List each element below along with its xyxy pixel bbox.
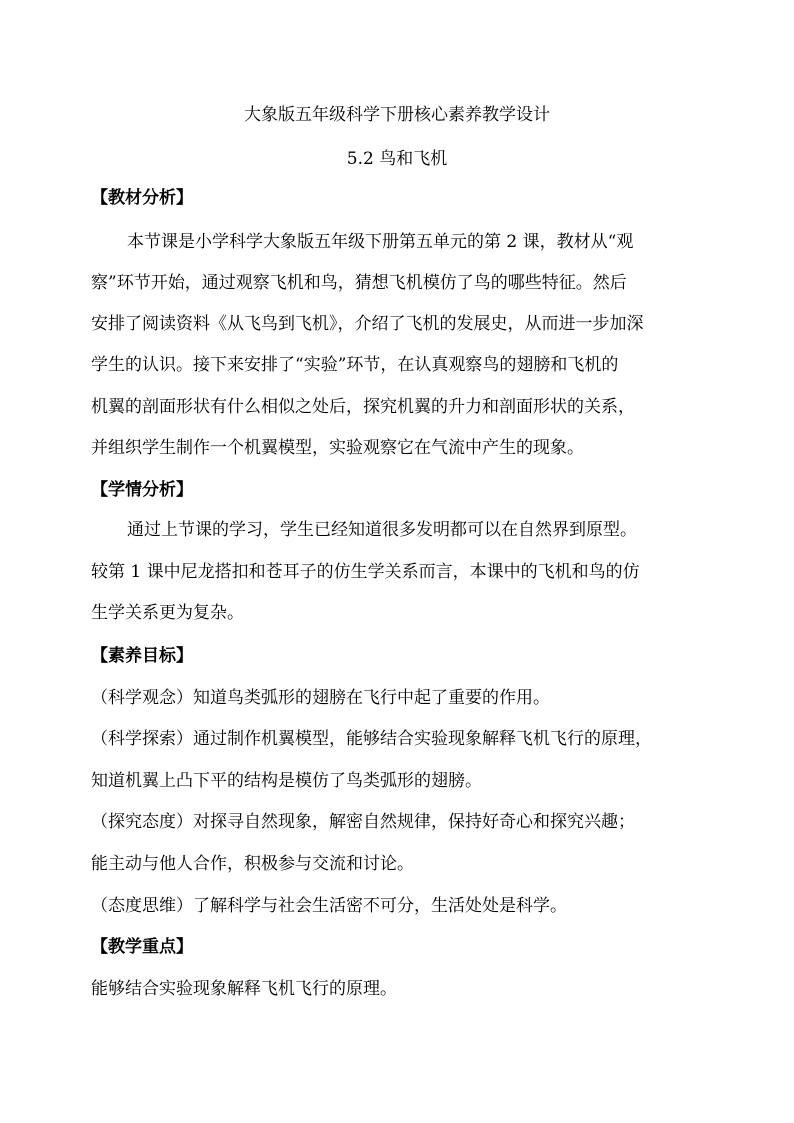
section-heading-textbook-analysis: 【教材分析】 — [91, 188, 193, 208]
paragraph-line: （科学观念）知道鸟类弧形的翅膀在飞行中起了重要的作用。 — [91, 688, 550, 708]
section-heading-literacy-goals: 【素养目标】 — [91, 646, 193, 666]
paragraph-line: （探究态度）对探寻自然现象，解密自然规律，保持好奇心和探究兴趣； — [91, 812, 635, 832]
paragraph-line: 并组织学生制作一个机翼模型，实验观察它在气流中产生的现象。 — [91, 438, 584, 458]
paragraph-line: 通过上节课的学习，学生已经知道很多发明都可以在自然界到原型。 — [127, 520, 637, 540]
paragraph-line: 能够结合实验现象解释飞机飞行的原理。 — [91, 979, 397, 999]
paragraph-line: 学生的认识。接下来安排了“实验”环节，在认真观察鸟的翅膀和飞机的 — [91, 355, 619, 375]
section-heading-key-points: 【教学重点】 — [91, 937, 193, 957]
paragraph-line: 能主动与他人合作，积极参与交流和讨论。 — [91, 854, 414, 874]
lesson-title: 5.2 鸟和飞机 — [346, 149, 448, 169]
paragraph-line: 察”环节开始，通过观察飞机和鸟，猜想飞机模仿了鸟的哪些特征。然后 — [91, 273, 627, 293]
paragraph-line: 本节课是小学科学大象版五年级下册第五单元的第 2 课，教材从“观 — [127, 232, 634, 252]
paragraph-line: （态度思维）了解科学与社会生活密不可分，生活处处是科学。 — [91, 896, 567, 916]
paragraph-line: 安排了阅读资料《从飞鸟到飞机》，介绍了飞机的发展史，从而进一步加深 — [91, 314, 644, 334]
paragraph-line: 较第 1 课中尼龙搭扣和苍耳子的仿生学关系而言，本课中的飞机和鸟的仿 — [91, 562, 640, 582]
document-title: 大象版五年级科学下册核心素养教学设计 — [244, 105, 550, 125]
paragraph-line: 生学关系更为复杂。 — [91, 603, 244, 623]
paragraph-line: 知道机翼上凸下平的结构是模仿了鸟类弧形的翅膀。 — [91, 771, 482, 791]
paragraph-line: （科学探索）通过制作机翼模型，能够结合实验现象解释飞机飞行的原理， — [91, 729, 652, 749]
section-heading-student-analysis: 【学情分析】 — [91, 480, 193, 500]
paragraph-line: 机翼的剖面形状有什么相似之处后，探究机翼的升力和剖面形状的关系， — [91, 397, 635, 417]
